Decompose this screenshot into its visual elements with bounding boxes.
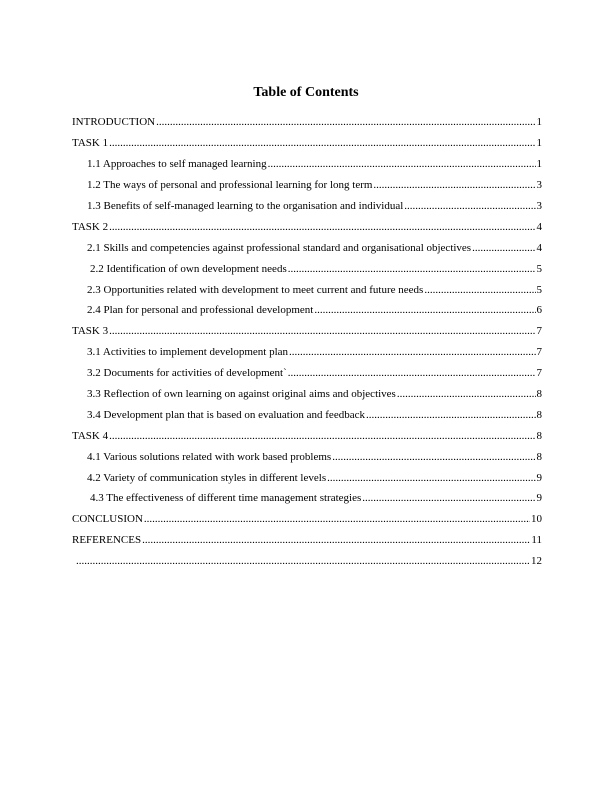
toc-entry[interactable] [72,175,542,196]
toc-entry[interactable] [72,363,542,384]
toc-entry-label[interactable]: REFERENCES [72,534,142,547]
toc-title: Table of Contents [253,85,359,100]
toc-entry[interactable] [72,384,542,405]
toc-entry-page-number[interactable]: 5 [536,283,542,296]
toc-dot-leader [156,115,535,129]
toc-entry-page-number[interactable]: 1 [536,116,542,129]
toc-entry[interactable] [72,279,542,300]
toc-entry-label[interactable]: TASK 2 [72,220,109,233]
toc-entry-page-number[interactable]: 1 [536,158,542,171]
toc-entry-label[interactable]: 2.1 Skills and competencies against professional standard and organisational objectives [87,241,472,254]
toc-entry-page-number[interactable]: 7 [536,367,542,380]
toc-entry[interactable] [72,425,542,446]
toc-dot-leader [289,345,535,359]
toc-dot-leader [288,262,536,276]
toc-dot-leader [142,533,530,547]
toc-dot-leader [397,387,536,401]
toc-entry[interactable] [72,300,542,321]
toc-entry-page-number[interactable]: 8 [536,408,542,421]
toc-entry-label[interactable]: 4.2 Variety of communication styles in different levels [87,471,327,484]
toc-dot-leader [76,554,530,568]
toc-entry-page-number[interactable]: 7 [536,325,542,338]
toc-dot-leader [268,157,536,171]
toc-dot-leader [109,136,535,150]
toc-entry-page-number[interactable]: 9 [536,471,542,484]
toc-entry[interactable] [72,237,542,258]
toc-entry-label[interactable]: 1.3 Benefits of self-managed learning to the organisation and individual [87,200,404,212]
toc-dot-leader [144,512,530,526]
toc-entry[interactable] [72,342,542,363]
toc-entry-page-number[interactable]: 8 [536,450,542,463]
toc-entry-page-number[interactable]: 7 [536,346,542,359]
toc-dot-leader [327,471,535,485]
table-of-contents [72,112,542,572]
toc-entry[interactable] [72,446,542,467]
toc-entry-page-number[interactable]: 9 [536,492,542,505]
toc-dot-leader [314,303,535,317]
toc-entry-page-number[interactable]: 10 [531,513,542,526]
toc-dot-leader [472,241,535,255]
toc-entry-label[interactable]: TASK 4 [72,429,109,442]
toc-entry-label[interactable]: TASK 3 [72,325,109,338]
toc-entry[interactable] [72,154,542,175]
toc-entry-page-number[interactable]: 5 [536,262,542,275]
toc-entry[interactable] [72,530,542,551]
toc-entry-page-number[interactable]: 1 [536,137,542,150]
toc-entry-label[interactable]: 2.4 Plan for personal and professional development [87,304,314,317]
toc-entry-label[interactable]: 3.2 Documents for activities of development` [87,367,287,380]
toc-entry-page-number[interactable]: 3 [536,200,542,212]
toc-dot-leader [366,408,536,422]
toc-entry-label[interactable]: 2.3 Opportunities related with development to meet current and future needs [87,283,424,296]
toc-entry-label[interactable]: 2.2 Identification of own development needs [90,262,287,275]
toc-entry-page-number[interactable]: 6 [536,304,542,317]
toc-dot-leader [288,366,536,380]
toc-entry-page-number[interactable]: 12 [531,555,542,568]
toc-dot-leader [109,220,535,234]
toc-entry[interactable] [72,133,542,154]
toc-dot-leader [424,283,535,297]
toc-entry[interactable] [72,467,542,488]
toc-entry-page-number[interactable]: 3 [536,179,542,192]
toc-entry-page-number[interactable]: 8 [536,388,542,401]
toc-entry-label[interactable]: 3.1 Activities to implement development plan [87,346,289,359]
toc-entry-label[interactable]: 1.1 Approaches to self managed learning [87,158,267,171]
toc-dot-leader [109,324,535,338]
toc-dot-leader [373,178,535,192]
toc-entry[interactable] [72,509,542,530]
toc-entry-label[interactable]: 4.1 Various solutions related with work based problems [87,450,332,463]
toc-entry-page-number[interactable]: 4 [536,241,542,254]
toc-entry-label[interactable]: CONCLUSION [72,513,143,526]
toc-entry[interactable] [72,404,542,425]
toc-entry[interactable] [72,196,542,217]
toc-entry[interactable] [72,112,542,133]
toc-entry-page-number[interactable]: 8 [536,429,542,442]
toc-entry-label[interactable]: INTRODUCTION [72,116,156,129]
toc-dot-leader [332,450,535,464]
toc-dot-leader [109,429,535,443]
toc-entry-label[interactable]: TASK 1 [72,137,109,150]
toc-entry-page-number[interactable]: 11 [531,534,542,547]
toc-entry-label[interactable]: 4.3 The effectiveness of different time management strategies [90,492,362,505]
toc-dot-leader [362,491,535,505]
toc-entry[interactable] [72,216,542,237]
toc-entry[interactable] [72,321,542,342]
toc-entry[interactable] [72,488,542,509]
toc-entry-label[interactable]: 3.4 Development plan that is based on evaluation and feedback [87,408,365,421]
toc-dot-leader [404,199,535,213]
toc-entry-label[interactable]: 3.3 Reflection of own learning on against original aims and objectives [87,388,396,401]
toc-entry-label[interactable]: 1.2 The ways of personal and professional learning for long term [87,179,373,192]
toc-entry-page-number[interactable]: 4 [536,220,542,233]
toc-entry[interactable] [72,258,542,279]
toc-entry[interactable] [72,551,542,572]
